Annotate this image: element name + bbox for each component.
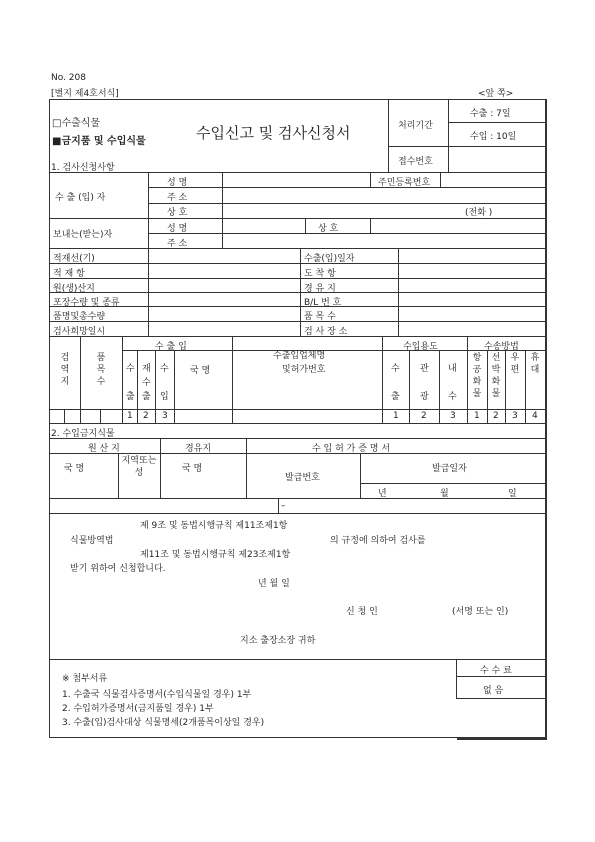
exporter-name-label: 성 명 bbox=[167, 178, 188, 188]
processing-period-label: 처리기간 bbox=[398, 121, 433, 131]
sender-trade-name-label: 상 호 bbox=[318, 224, 339, 234]
inspection-date-label: 검사희망일시 bbox=[53, 327, 106, 337]
issue-year-label: 년 bbox=[378, 489, 387, 499]
applicant-label: 신 청 인 bbox=[346, 607, 378, 617]
fee-label: 수 수 료 bbox=[480, 666, 512, 676]
bl-number-label: B/L 번 호 bbox=[304, 298, 342, 308]
method-ship-cargo: 선박화물 bbox=[491, 353, 501, 399]
resident-number-label: 주민등록번호 bbox=[378, 178, 431, 188]
purpose-export-char-1: 수 bbox=[391, 364, 400, 374]
category-import-char-2: 입 bbox=[160, 392, 169, 402]
issue-number-dash: – bbox=[281, 501, 286, 511]
exporter-address-label: 주 소 bbox=[167, 193, 188, 203]
company-permit-label-line2: 및허가번호 bbox=[282, 365, 326, 375]
import-purpose-header: 수입용도 bbox=[403, 342, 438, 352]
signature-label: (서명 또는 인) bbox=[452, 607, 509, 617]
inspection-count-label: 검역지 bbox=[60, 353, 70, 387]
country-name-label: 국 명 bbox=[190, 366, 211, 376]
transit-label: 경 유 지 bbox=[304, 284, 336, 294]
method-carry: 휴대 bbox=[530, 353, 540, 375]
export-import-header: 수 출 입 bbox=[155, 342, 187, 352]
sender-address-label: 주 소 bbox=[167, 239, 188, 249]
method-number-4: 4 bbox=[532, 411, 538, 421]
purpose-tourism-char-2: 광 bbox=[420, 392, 429, 402]
statement-line3: 제11조 및 동법시행규칙 제23조제1항 bbox=[140, 550, 291, 560]
issue-day-label: 일 bbox=[508, 489, 517, 499]
attachment-item-3: 3. 수출(입)검사대상 식물명세(2개품목이상일 경우) bbox=[62, 718, 265, 728]
shadow-line-right bbox=[545, 99, 547, 739]
attachments-title: ※ 첨부서류 bbox=[62, 674, 108, 684]
method-number-2: 2 bbox=[493, 411, 499, 421]
exporter-phone-label: (전화 ) bbox=[465, 208, 493, 218]
item-count-grid-label: 품목수 bbox=[96, 353, 106, 387]
shadow-line-bottom bbox=[457, 738, 547, 740]
transport-method-header: 수송방법 bbox=[484, 342, 519, 352]
transit-country-name-label: 국 명 bbox=[182, 464, 203, 474]
statement-law-name: 식물방역법 bbox=[70, 536, 114, 546]
origin-label: 원(생)산지 bbox=[53, 284, 95, 294]
exporter-label: 수 출 (입) 자 bbox=[55, 193, 106, 203]
import-processing-days: 수입 : 10일 bbox=[470, 132, 517, 142]
attachment-item-1: 1. 수출국 식물검사증명서(수입식물일 경우) 1부 bbox=[62, 690, 252, 700]
section2-heading: 2. 수입금지식물 bbox=[51, 429, 115, 439]
method-number-3: 3 bbox=[512, 411, 518, 421]
purpose-export-char-2: 출 bbox=[391, 392, 400, 402]
purpose-tourism-char-1: 관 bbox=[420, 364, 429, 374]
attachment-item-2: 2. 수입허가증명서(금지품일 경우) 1부 bbox=[62, 704, 214, 714]
sender-label: 보내는(받는)자 bbox=[53, 230, 113, 240]
method-post: 우편 bbox=[510, 353, 520, 375]
statement-line4: 받기 위하여 신청합니다. bbox=[70, 564, 166, 574]
form-reference: [별지 제4호서식] bbox=[51, 89, 119, 99]
category-reexport-char-2: 수 bbox=[142, 378, 151, 388]
category-reexport-char-3: 출 bbox=[142, 392, 151, 402]
category-import-char-1: 수 bbox=[160, 364, 169, 374]
item-count-label: 품 목 수 bbox=[304, 312, 336, 322]
arrival-port-label: 도 착 항 bbox=[304, 269, 336, 279]
purpose-domestic-char-1: 내 bbox=[448, 364, 457, 374]
section1-heading: 1. 검사신청사항 bbox=[51, 163, 115, 173]
category-export-char-2: 출 bbox=[126, 392, 135, 402]
fee-value: 없 음 bbox=[483, 686, 504, 696]
packing-label: 포장수량 및 종류 bbox=[53, 298, 120, 308]
issue-month-label: 월 bbox=[440, 489, 449, 499]
method-number-1: 1 bbox=[474, 411, 480, 421]
loading-port-label: 적 재 항 bbox=[53, 269, 85, 279]
statement-date: 년 월 일 bbox=[258, 579, 290, 589]
issue-date-label: 발급일자 bbox=[432, 464, 467, 474]
purpose-number-2: 2 bbox=[421, 411, 427, 421]
origin-country-name-label: 국 명 bbox=[64, 464, 85, 474]
category-number-1: 1 bbox=[127, 411, 133, 421]
company-permit-label-line1: 수출입업체명 bbox=[273, 351, 326, 361]
import-permit-header: 수 입 허 가 증 명 서 bbox=[312, 444, 391, 454]
page-side: <앞 쪽> bbox=[478, 89, 514, 99]
statement-line1: 제 9조 및 동법시행규칙 제11조제1항 bbox=[140, 521, 288, 531]
checkbox-export-plants[interactable]: □수출식물 bbox=[52, 118, 101, 129]
form-title: 수입신고 및 검사신청서 bbox=[196, 124, 351, 142]
inspection-place-label: 검 사 장 소 bbox=[304, 327, 348, 337]
category-number-2: 2 bbox=[143, 411, 149, 421]
addressee: 지소 출장소장 귀하 bbox=[240, 636, 316, 646]
purpose-number-1: 1 bbox=[393, 411, 399, 421]
issue-number-label: 발급번호 bbox=[285, 473, 320, 483]
purpose-domestic-char-2: 수 bbox=[448, 392, 457, 402]
receipt-number-label: 접수번호 bbox=[398, 157, 433, 167]
export-processing-days: 수출 : 7일 bbox=[470, 109, 511, 119]
product-quantity-label: 품명및총수량 bbox=[53, 312, 106, 322]
region-label: 지역또는 성 bbox=[121, 456, 157, 478]
statement-line2: 의 규정에 의하여 검사를 bbox=[330, 536, 426, 546]
category-number-3: 3 bbox=[162, 411, 168, 421]
exporter-trade-name-label: 상 호 bbox=[167, 208, 188, 218]
vessel-label: 적재선(기) bbox=[53, 254, 95, 264]
origin-country-header: 원 산 지 bbox=[88, 444, 120, 454]
checkbox-banned-import-plants[interactable]: ■금지품 및 수입식물 bbox=[52, 136, 146, 147]
export-date-label: 수출(입)일자 bbox=[304, 254, 355, 264]
category-reexport-char-1: 재 bbox=[142, 364, 151, 374]
sender-name-label: 성 명 bbox=[167, 224, 188, 234]
method-air-cargo: 항공화물 bbox=[472, 353, 482, 399]
purpose-number-3: 3 bbox=[450, 411, 456, 421]
category-export-char-1: 수 bbox=[126, 364, 135, 374]
document-number: No. 208 bbox=[51, 73, 86, 83]
transit-country-header: 경유지 bbox=[185, 444, 212, 454]
